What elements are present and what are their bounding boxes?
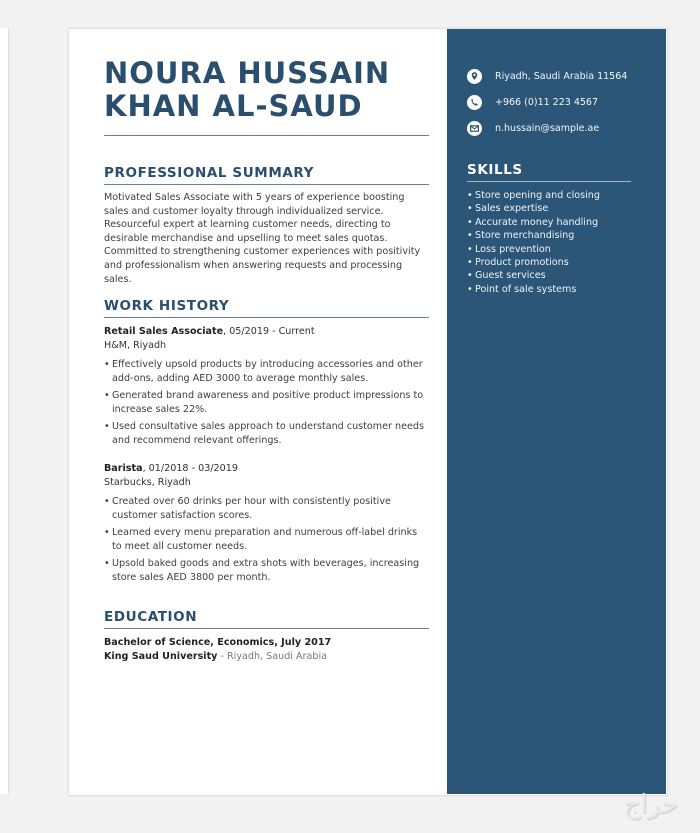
job-heading [104,325,429,339]
job-bullet: • Upsold baked goods and extra shots with beverages, increasing store sales AED 3800 per month. [104,557,429,585]
job-bullets [104,358,429,448]
skills-list [467,189,600,296]
job-bullet: • Learned every menu preparation and numerous off-label drinks to meet all customer needs. [104,526,429,554]
education-school-line [104,650,429,664]
job-entry-2 [104,462,429,588]
skill-item: • Sales expertise [467,202,600,215]
job-dates: , 01/2018 - 03/2019 [142,463,238,474]
skill-item: • Accurate money handling [467,216,600,229]
contact-phone [467,96,657,110]
job-bullet: • Used consultative sales approach to understand customer needs and recommend relevant offerings. [104,420,429,448]
job-location: , Riyadh [126,340,167,351]
education-entry [104,636,429,664]
summary-text: Motivated Sales Associate with 5 years of experience boosting sales and customer loyalty through individualized service. Resourceful expert at learning customer needs, directing to desirable merchandise and upselling to meet sales quotas. Committed to strengthening customer experiences with positivity and professionalism when answering requests and processing sales. [104,192,421,285]
job-title: Barista [104,463,143,474]
job-company-line [104,339,429,353]
job-bullets [104,495,429,585]
job-bullet: • Effectively upsold products by introducing accessories and other add-ons, adding AED 3000 to average monthly sales. [104,358,429,386]
address-text: Riyadh, Saudi Arabia 11564 [495,71,628,82]
resume-sidebar [447,29,666,794]
education-heading: EDUCATION [104,609,429,629]
work-history-heading: WORK HISTORY [104,298,429,318]
job-heading [104,462,429,476]
email-link[interactable]: n.hussain@sample.ae [495,123,600,134]
summary-heading: PROFESSIONAL SUMMARY [104,165,429,185]
skill-item: • Loss prevention [467,243,600,256]
skill-item: • Store merchandising [467,229,600,242]
phone-text: +966 (0)11 223 4567 [495,97,599,108]
location-pin-icon [467,69,482,84]
skills-heading: SKILLS [467,162,631,182]
job-dates: , 05/2019 - Current [223,326,315,337]
skill-item: • Point of sale systems [467,283,600,296]
job-title: Retail Sales Associate [104,326,224,337]
job-bullet: • Generated brand awareness and positive product impressions to increase sales 22%. [104,389,429,417]
contact-email [467,122,657,136]
candidate-name [104,57,434,123]
skill-item: • Product promotions [467,256,600,269]
watermark: حراج [623,790,678,820]
adjacent-page-edge [0,28,9,794]
name-line-2: KHAN AL-SAUD [104,89,363,123]
phone-icon [467,95,482,110]
name-divider [104,135,429,136]
job-company-line [104,476,429,490]
job-company: H&M [104,340,127,351]
resume-page [68,28,668,796]
job-company: Starbucks [104,477,152,488]
envelope-icon [467,121,482,136]
name-line-1: NOURA HUSSAIN [104,56,391,90]
job-entry-1 [104,325,429,451]
skill-item: • Guest services [467,269,600,282]
education-location: - Riyadh, Saudi Arabia [217,651,328,662]
education-degree: Bachelor of Science, Economics, July 2017 [104,637,332,648]
skill-item: • Store opening and closing [467,189,600,202]
education-school: King Saud University [104,651,218,662]
job-bullet: • Created over 60 drinks per hour with consistently positive customer satisfaction scores. [104,495,429,523]
job-location: , Riyadh [151,477,191,488]
contact-address [467,70,657,84]
